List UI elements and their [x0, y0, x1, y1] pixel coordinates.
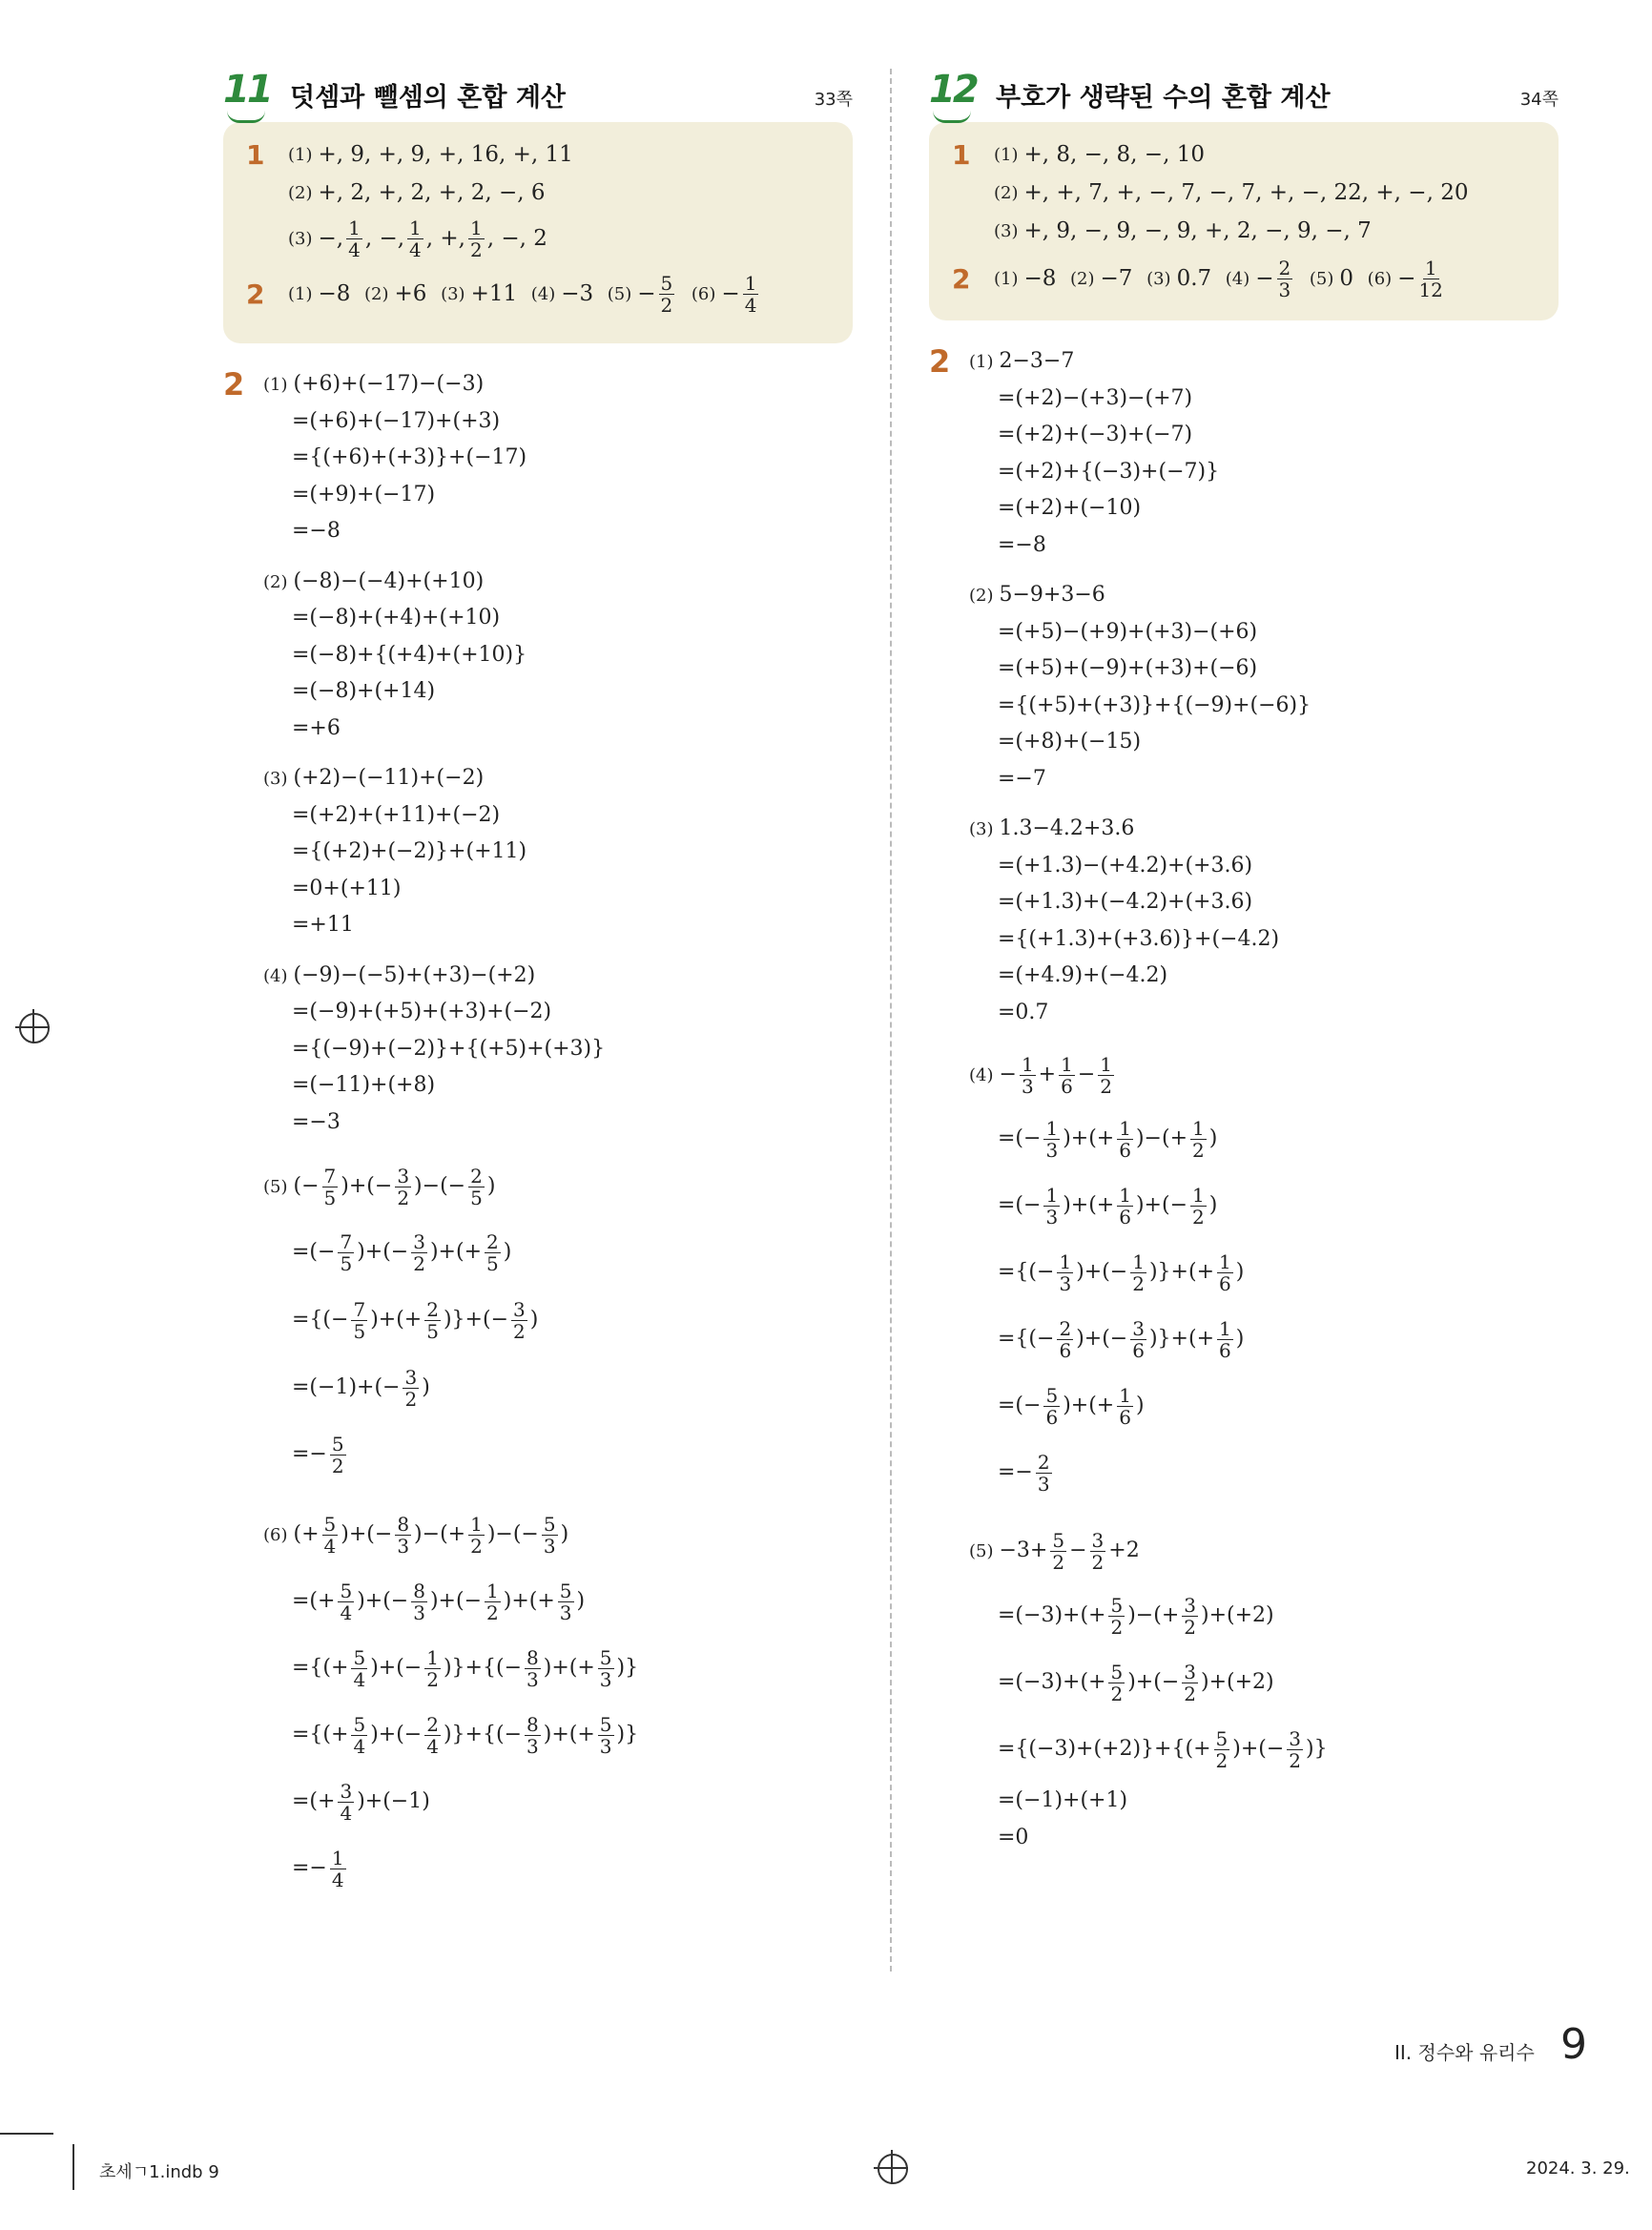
answer-row [246, 135, 830, 174]
expression-step: =− $\frac{2}{3}$ [998, 1450, 1050, 1496]
expression: 5−9+3−6 [999, 583, 1105, 607]
expression: (+2)−(−11)+(−2) [293, 766, 485, 790]
section-header-11 [223, 67, 853, 124]
answer-number: 1 [952, 138, 971, 171]
section-title: 부호가 생략된 수의 혼합 계산 [996, 83, 1331, 113]
registration-mark-left [19, 1013, 50, 1043]
item-label: (3) [1146, 268, 1171, 289]
expression-step: =(+2)−(+3)−(+7) [998, 385, 1193, 410]
expression: (−9)−(−5)+(+3)−(+2) [293, 962, 536, 987]
answer-text: −8 [1023, 266, 1057, 291]
expression-step: ={(−3)+(+2)}+{(+ $\frac{5}{2}$ )+(− $\frac{3}{2}$ )} [998, 1726, 1328, 1772]
expression-step: =(+6)+(−17)+(+3) [292, 408, 501, 433]
fraction: $\frac{1}{4}$ [409, 216, 422, 261]
item-label: (1) [994, 268, 1019, 289]
item-label: (4) [530, 283, 556, 304]
answer-text: , +, [425, 226, 465, 251]
answer-text: +, +, 7, +, −, 7, −, 7, +, −, 22, +, −, 20 [1023, 180, 1469, 205]
item-label: (1) [288, 283, 313, 304]
crop-line-vertical [72, 2144, 74, 2190]
problem-5: (5) −3+ $\frac{5}{2}$ − $\frac{3}{2}$ +2 =(−3)+(+ $\frac{5}{2}$ )−(+ $\frac{3}{2}$ )+(+2) =(−3)+(+ $\frac{5}{2}$ )+(− $\frac{3}{2}$ )+(+2) ={(−3)+(+2)}+{(+ $\frac{5}{2}$ )+(− $\frac{3}{2}$ )} =(−1)+(+1) =0 [969, 1519, 1559, 1856]
expression-step: =(+5)+(−9)+(+3)+(−6) [998, 656, 1258, 680]
crop-line-horizontal [0, 2133, 53, 2135]
item-label: (5) [969, 1541, 994, 1561]
expression-step: =(−8)+(+4)+(+10) [292, 606, 501, 630]
item-label: (3) [994, 220, 1019, 241]
item-label: (2) [1070, 268, 1095, 289]
item-label: (6) [263, 1525, 288, 1545]
problem-4: (4) − $\frac{1}{3}$ + $\frac{1}{6}$ − $\frac{1}{2}$ =(− $\frac{1}{3}$ )+(+ $\frac{1}{6}$ )−(+ $\frac{1}{2}$ ) =(− $\frac{1}{3}$ )+(+ $\frac{1}{6}$ )+(− $\frac{1}{2}$ ) ={(− $\frac{1}{3}$ )+(− $\frac{1}{2}$ )}+(+ $\frac{1}{6}$ ) ={(− $\frac{2}{6}$ )+(− $\frac{3}{6}$ )}+(+ $\frac{1}{6}$ ) =(− $\frac{5}{6}$ )+(+ $\frac{1}{6}$ ) =− $\frac{2}{3}$ [969, 1044, 1559, 1506]
expression-step: =(− $\frac{1}{3}$ )+(+ $\frac{1}{6}$ )−(+ $\frac{1}{2}$ ) [998, 1116, 1218, 1162]
problem-2 [969, 577, 1559, 797]
expression-step: =+11 [292, 913, 354, 937]
answer-box [223, 122, 853, 343]
solution-number: 2 [929, 343, 951, 380]
answer-number: 1 [246, 138, 265, 171]
problem-2 [263, 564, 853, 748]
expression-step: =(+ $\frac{5}{4}$ )+(− $\frac{8}{3}$ )+(− $\frac{1}{2}$ )+(+ $\frac{5}{3}$ ) [292, 1579, 586, 1624]
item-label: (3) [288, 228, 313, 249]
solutions [929, 343, 1559, 1856]
expression-step: =(+2)+(−10) [998, 496, 1142, 520]
answer-text: +, 9, −, 9, −, 9, +, 2, −, 9, −, 7 [1023, 218, 1372, 243]
expression-step: =−3 [292, 1109, 341, 1134]
item-label: (4) [263, 965, 288, 986]
expression-step: =−8 [292, 519, 341, 543]
expression-step: =(−3)+(+ $\frac{5}{2}$ )+(− $\frac{3}{2}$ )+(+2) [998, 1660, 1274, 1705]
expression-step: =0.7 [998, 1000, 1049, 1024]
expression-step: =− $\frac{5}{2}$ [292, 1432, 344, 1477]
expression-step: ={(− $\frac{7}{5}$ )+(+ $\frac{2}{5}$ )}+(− $\frac{3}{2}$ ) [292, 1297, 539, 1343]
answer-text: +, 9, +, 9, +, 16, +, 11 [318, 142, 573, 167]
expression-step: ={(+2)+(−2)}+(+11) [292, 839, 527, 863]
section-number: 11 [223, 68, 271, 112]
left-column [223, 67, 853, 1915]
expression-step: =0+(+11) [292, 876, 402, 900]
answer-row [952, 135, 1536, 174]
answer-text: 0 [1339, 266, 1354, 291]
expression-step: =(+2)+(−3)+(−7) [998, 423, 1193, 446]
expression-step: =(+2)+{(−3)+(−7)} [998, 459, 1220, 484]
section-number-underline [933, 111, 971, 123]
answer-text: +, 8, −, 8, −, 10 [1023, 142, 1205, 167]
problem-5: (5) (− $\frac{7}{5}$ )+(− $\frac{3}{2}$ )−(− $\frac{2}{5}$ ) =(− $\frac{7}{5}$ )+(− $\frac{3}{2}$ )+(+ $\frac{2}{5}$ ) ={(− $\frac{7}{5}$ )+(+ $\frac{2}{5}$ )}+(− $\frac{3}{2}$ ) =(−1)+(− $\frac{3}{2}$ ) =− $\frac{5}{2}$ [263, 1154, 853, 1488]
expression-step: =(−1)+(+1) [998, 1788, 1128, 1812]
expression-step: =(−9)+(+5)+(+3)+(−2) [292, 1000, 552, 1023]
fraction: $\frac{1}{4}$ [348, 216, 361, 261]
item-label: (1) [263, 375, 288, 395]
problem-3 [263, 760, 853, 944]
item-label: (6) [1367, 268, 1393, 289]
expression-step: =(+1.3)−(+4.2)+(+3.6) [998, 853, 1253, 878]
expression: (+6)+(−17)−(−3) [293, 372, 485, 396]
expression: 1.3−4.2+3.6 [999, 816, 1135, 840]
solutions [223, 366, 853, 1902]
problem-1 [263, 366, 853, 550]
expression-step: =(− $\frac{5}{6}$ )+(+ $\frac{1}{6}$ ) [998, 1383, 1145, 1429]
answer-row [246, 265, 830, 322]
problem-6: (6) (+ $\frac{5}{4}$ )+(− $\frac{8}{3}$ )−(+ $\frac{1}{2}$ )−(− $\frac{5}{3}$ ) =(+ $\frac{5}{4}$ )+(− $\frac{8}{3}$ )+(− $\frac{1}{2}$ )+(+ $\frac{5}{3}$ ) ={(+ $\frac{5}{4}$ )+(− $\frac{1}{2}$ )}+{(− $\frac{8}{3}$ )+(+ $\frac{5}{3}$ )} ={(+ $\frac{5}{4}$ )+(− $\frac{2}{4}$ )}+{(− $\frac{8}{3}$ )+(+ $\frac{5}{3}$ )} =(+ $\frac{3}{4}$ )+(−1) =− $\frac{1}{4}$ [263, 1501, 853, 1902]
item-label: (3) [969, 819, 994, 839]
expression-step: =(−11)+(+8) [292, 1073, 436, 1097]
answer-text: − [637, 281, 656, 306]
fraction: $\frac{1}{12}$ [1418, 256, 1443, 301]
expression-step: =(+4.9)+(−4.2) [998, 963, 1168, 987]
expression-step: =+6 [292, 715, 341, 740]
expression-step: =(+8)+(−15) [998, 730, 1142, 754]
answer-row [994, 212, 1536, 250]
page-reference: 34쪽 [1519, 90, 1559, 110]
expression-step: ={(− $\frac{2}{6}$ )+(− $\frac{3}{6}$ )}+(+ $\frac{1}{6}$ ) [998, 1316, 1245, 1362]
file-label: 초세ㄱ1.indb 9 [99, 2162, 219, 2182]
expression-step: =(−1)+(− $\frac{3}{2}$ ) [292, 1365, 430, 1411]
answer-text: , −, [364, 226, 405, 251]
answer-text: +11 [470, 281, 518, 306]
column-divider [890, 69, 892, 1972]
item-label: (4) [969, 1065, 994, 1085]
item-label: (1) [969, 352, 994, 372]
answer-row [994, 174, 1536, 212]
expression-step: =− $\frac{1}{4}$ [292, 1846, 344, 1891]
expression-step: =0 [998, 1825, 1029, 1849]
solution-number: 2 [223, 366, 245, 403]
expression-step: =(+ $\frac{3}{4}$ )+(−1) [292, 1779, 430, 1825]
answer-box [929, 122, 1559, 320]
fraction: $\frac{1}{4}$ [744, 271, 757, 317]
problem-3 [969, 811, 1559, 1031]
answer-row [952, 250, 1536, 307]
answer-text: − [1397, 266, 1416, 291]
item-label: (2) [994, 182, 1019, 203]
fraction: $\frac{1}{2}$ [470, 216, 483, 261]
section-number-underline [227, 111, 265, 123]
answer-text: +6 [394, 281, 427, 306]
expression-step: =(−3)+(+ $\frac{5}{2}$ )−(+ $\frac{3}{2}$ )+(+2) [998, 1593, 1274, 1639]
expression-step: =(−8)+(+14) [292, 679, 436, 703]
expression-step: =−8 [998, 532, 1046, 557]
item-label: (5) [607, 283, 632, 304]
item-label: (1) [994, 144, 1019, 165]
answer-text: −3 [561, 281, 594, 306]
answer-number: 2 [952, 262, 971, 295]
answer-text: −8 [318, 281, 351, 306]
item-label: (2) [288, 182, 313, 203]
expression-step: =−7 [998, 766, 1046, 791]
answer-text: − [721, 281, 740, 306]
item-label: (6) [691, 283, 716, 304]
expression-step: =(+1.3)+(−4.2)+(+3.6) [998, 890, 1253, 914]
answer-number: 2 [246, 278, 265, 310]
item-label: (5) [263, 1177, 288, 1197]
answer-text: , −, 2 [486, 226, 547, 251]
answer-text: 0.7 [1176, 266, 1212, 291]
expression-step: ={(+ $\frac{5}{4}$ )+(− $\frac{1}{2}$ )}+{(− $\frac{8}{3}$ )+(+ $\frac{5}{3}$ )} [292, 1645, 639, 1691]
expression-step: =(+2)+(+11)+(−2) [292, 802, 501, 827]
item-label: (4) [1225, 268, 1250, 289]
expression-step: =(+9)+(−17) [292, 482, 436, 506]
expression-step: =(+5)−(+9)+(+3)−(+6) [998, 619, 1258, 644]
expression-step: =(− $\frac{7}{5}$ )+(− $\frac{3}{2}$ )+(+ $\frac{2}{5}$ ) [292, 1229, 512, 1275]
answer-text: − [1255, 266, 1274, 291]
problem-4 [263, 958, 853, 1142]
expression-step: ={(+1.3)+(+3.6)}+(−4.2) [998, 926, 1280, 951]
registration-mark-bottom [878, 2154, 908, 2184]
item-label: (1) [288, 144, 313, 165]
answer-text: −7 [1100, 266, 1133, 291]
item-label: (3) [263, 769, 288, 789]
expression-step: ={(+5)+(+3)}+{(−9)+(−6)} [998, 692, 1311, 717]
item-label: (3) [441, 283, 465, 304]
expression-step: ={(− $\frac{1}{3}$ )+(− $\frac{1}{2}$ )}+(+ $\frac{1}{6}$ ) [998, 1249, 1245, 1295]
item-label: (5) [1309, 268, 1334, 289]
expression-step: ={(+ $\frac{5}{4}$ )+(− $\frac{2}{4}$ )}+{(− $\frac{8}{3}$ )+(+ $\frac{5}{3}$ )} [292, 1712, 639, 1758]
item-label: (2) [969, 586, 994, 606]
fraction: $\frac{2}{3}$ [1278, 256, 1291, 301]
answer-row [288, 212, 830, 265]
expression-step: ={(+6)+(+3)}+(−17) [292, 445, 527, 469]
answer-text: +, 2, +, 2, +, 2, −, 6 [318, 180, 546, 205]
right-column [929, 67, 1559, 1869]
section-title: 덧셈과 뺄셈의 혼합 계산 [290, 83, 567, 113]
page-reference: 33쪽 [814, 90, 853, 110]
chapter-label: II. 정수와 유리수 [1394, 2041, 1535, 2064]
expression: (−8)−(−4)+(+10) [293, 568, 485, 593]
section-header-12 [929, 67, 1559, 124]
item-label: (2) [364, 283, 389, 304]
item-label: (2) [263, 571, 288, 592]
fraction: $\frac{5}{2}$ [660, 271, 673, 317]
expression-step: =(−8)+{(+4)+(+10)} [292, 642, 527, 667]
section-number: 12 [929, 68, 977, 112]
answer-row [288, 174, 830, 212]
answer-text: −, [318, 226, 344, 251]
print-date: 2024. 3. 29. [1526, 2158, 1630, 2178]
expression-step: =(− $\frac{1}{3}$ )+(+ $\frac{1}{6}$ )+(− $\frac{1}{2}$ ) [998, 1183, 1218, 1229]
problem-1 [969, 343, 1559, 564]
expression-step: ={(−9)+(−2)}+{(+5)+(+3)} [292, 1036, 606, 1061]
expression: 2−3−7 [999, 349, 1075, 373]
page-number: 9 [1560, 2020, 1587, 2069]
